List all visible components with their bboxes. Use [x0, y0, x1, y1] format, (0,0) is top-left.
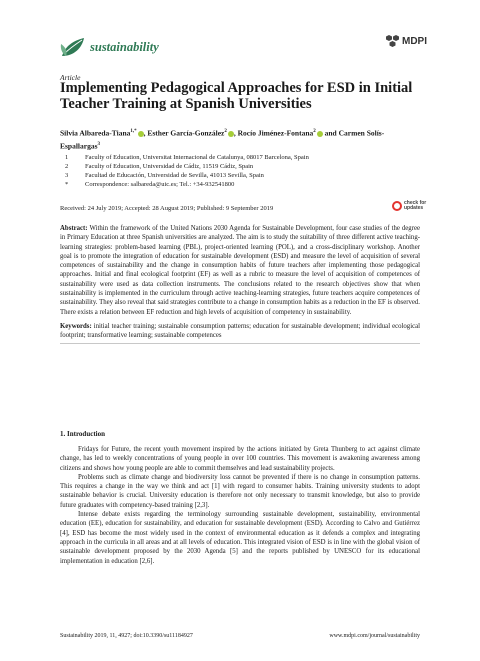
orcid-icon[interactable]	[228, 131, 234, 137]
keywords-label: Keywords:	[60, 323, 92, 330]
check-updates-line2: updates	[404, 205, 424, 211]
affiliation-item	[60, 153, 420, 162]
keywords-text: initial teacher training; sustainable consumption patterns; education for sustainable development; individual ecological footprint; transformative learning; sustainable competences	[60, 323, 421, 340]
affiliation-number: 2	[65, 163, 69, 170]
body-text	[60, 445, 420, 566]
divider	[60, 343, 420, 344]
check-updates-line1: check for	[404, 199, 427, 206]
abstract	[60, 224, 420, 317]
affiliation-list	[60, 153, 420, 189]
check-updates-icon	[392, 201, 402, 211]
publication-dates: Received: 24 July 2019; Accepted: 28 August 2019; Published: 9 September 2019	[60, 205, 274, 212]
mdpi-hex-icon	[386, 35, 400, 47]
paragraph: Intense debate exists regarding the terminology surrounding sustainable development, sustainability, environmental education (EE), education for sustainability, and education for sustainable development (ESD). According to Calvo and Gutiérrez [4], ESD has become the most widely used in the context of environmental education as it defends a complex and integrating approach in the curricula in all areas and at all levels of education. This integrated vision of ESD is in line with the global vision of sustainable development proposed by the 2030 Agenda [5] and the reports published by UNESCO for its educational implementation in education [2,6].	[60, 511, 420, 565]
check-updates-label	[404, 201, 426, 212]
orcid-icon[interactable]	[317, 131, 323, 137]
leaf-logo-icon	[60, 36, 86, 58]
affiliation-item	[60, 171, 420, 180]
check-for-updates-button[interactable]	[392, 197, 428, 215]
author-list: Silvia Albareda-Tiana$^{1,*}$ , Esther García-González$^2$ , Rocío Jiménez-Fontana$^2$ and Carmen Solís-Espallargas$^3$	[60, 128, 385, 150]
citation-info[interactable]: Sustainability 2019, 11, 4927; doi:10.3390/su11184927	[60, 633, 193, 639]
affiliation-text: Facultad de Educación, Universidad de Sevilla, 41013 Sevilla, Spain	[85, 172, 264, 179]
abstract-label: Abstract:	[60, 225, 88, 232]
affiliation-number: *	[65, 181, 69, 188]
correspondence-text[interactable]: Correspondence: salbareda@uic.es; Tel.: +34-932541800	[85, 181, 235, 188]
affiliation-number: 3	[65, 172, 69, 179]
correspondence	[60, 180, 420, 189]
author-name[interactable]: Esther García-González	[147, 128, 225, 138]
abstract-text: Within the framework of the United Nations 2030 Agenda for Sustainable Development, four case studies of the degree in Primary Education at three Spanish universities are analyzed. The aim is to study the suitability of three different active teaching-learning strategies: problem-based learning (PBL), project-oriented learning (POL), and a cross-disciplinary workshop. Another goal is to promote the integration of education for sustainable development (ESD) and measure the level of acquisition of several competences of sustainability and the change in consumption habits of future teachers after implementing those pedagogical approaches. Initial and final ecological footprint (EF) as well as a rubric to measure the level of acquisition of competences of sustainability were used as data collection instruments. The conclusions related to the research objectives show that when sustainability is implemented in the curriculum through active teaching-learning strategies, future teachers acquire competences of sustainability. They also reveal that said strategies contribute to a change in consumption habits as a reduction in the EF is observed. There exists a relation between EF reduction and high levels of acquisition of competency in sustainability.	[60, 225, 420, 316]
author-name[interactable]: Carmen Solís-Espallargas	[60, 128, 385, 150]
author-affiliation-marker: 1,*	[130, 129, 137, 134]
orcid-icon[interactable]	[138, 131, 144, 137]
journal-logo[interactable]	[60, 36, 159, 58]
journal-url[interactable]: www.mdpi.com/journal/sustainability	[329, 633, 420, 639]
paragraph: Problems such as climate change and biodiversity loss cannot be prevented if there is no change in consumption patterns. This requires a change in the way we think and act [1] with regard to consumer habits. Training university students to adopt sustainable behavior is crucial. University education is therefore not only necessary to transmit knowledge, but also to provide future graduates with competency-based training [2,3].	[60, 473, 420, 509]
author-name[interactable]: Silvia Albareda-Tiana	[60, 128, 131, 138]
affiliation-item	[60, 162, 420, 171]
page-footer	[60, 633, 420, 639]
author-affiliation-marker: 2	[313, 129, 316, 134]
affiliation-number: 1	[65, 154, 69, 161]
journal-name: sustainability	[90, 39, 159, 54]
section-heading: 1. Introduction	[60, 430, 105, 438]
author-name[interactable]: Rocío Jiménez-Fontana	[237, 128, 314, 138]
article-title: Implementing Pedagogical Approaches for ESD in Initial Teacher Training at Spanish Universities	[60, 80, 413, 112]
author-affiliation-marker: 3	[97, 141, 101, 147]
publisher-logo[interactable]	[386, 35, 427, 47]
paragraph: Fridays for Future, the recent youth movement inspired by the actions initiated by Greta Thunberg to act against climate change, has led to weekly concentrations of young people in over 100 countries. This movement is awakening awareness among citizens and shows how young people are able to commit themselves and lead sustainability projects.	[60, 446, 420, 472]
keywords	[60, 322, 420, 341]
affiliation-text: Faculty of Education, Universidad de Cádiz, 11519 Cádiz, Spain	[85, 163, 254, 170]
publisher-name: MDPI	[402, 35, 427, 47]
affiliation-text: Faculty of Education, Universitat Internacional de Catalunya, 08017 Barcelona, Spain	[85, 154, 309, 161]
author-affiliation-marker: 2	[224, 129, 227, 134]
article-type: Article	[60, 73, 81, 82]
